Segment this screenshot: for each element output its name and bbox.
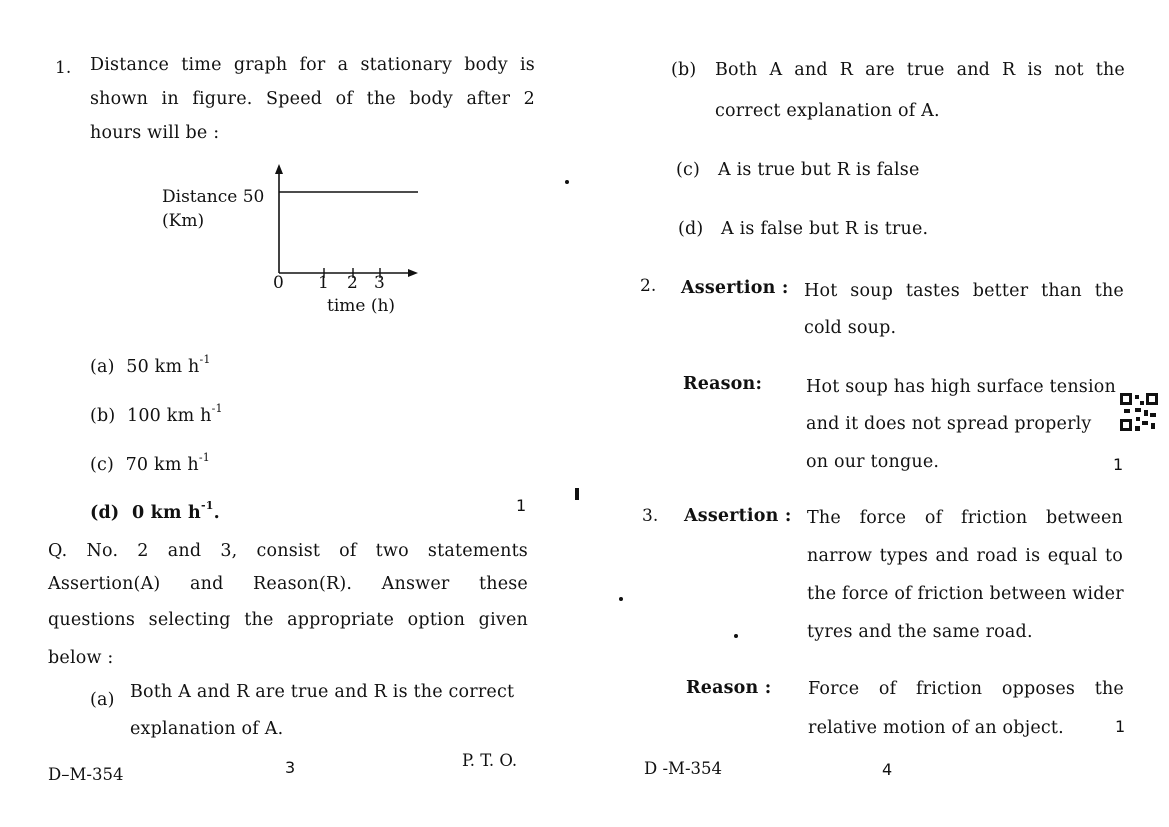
ar-option-b-label: (b): [671, 60, 697, 80]
question-1-line-2: shown in figure. Speed of the body after 2: [90, 89, 535, 109]
question-1-line-1: Distance time graph for a stationary body is: [90, 55, 535, 75]
q1-option-c: [90, 453, 210, 475]
qr-code-icon: [1120, 393, 1158, 431]
question-2-assertion-label: Assertion :: [681, 278, 789, 298]
question-3-reason-line-1: Force of friction opposes the: [808, 679, 1124, 699]
question-2-reason-line-1: Hot soup has high surface tension: [806, 377, 1116, 397]
exam-page-left: [0, 0, 584, 827]
option-label: (d): [90, 502, 120, 523]
option-value: 70 km h: [125, 454, 199, 475]
question-1-number: 1.: [55, 58, 72, 78]
scan-speck: [734, 634, 738, 638]
footer-code: D -M-354: [644, 759, 723, 778]
question-2-number: 2.: [640, 276, 657, 296]
exam-page-right: [584, 0, 1169, 827]
question-2-assertion-line-2: cold soup.: [804, 318, 897, 338]
question-3-number: 3.: [642, 506, 659, 526]
question-3-assertion-line-1: The force of friction between: [807, 508, 1123, 528]
ar-option-a-line-1: Both A and R are true and R is the correct: [130, 682, 515, 702]
q1-option-b: [90, 404, 223, 426]
ar-option-d-label: (d): [678, 219, 704, 239]
pto-label: P. T. O.: [462, 751, 518, 770]
option-label: (a): [90, 356, 115, 377]
scan-speck: [619, 597, 623, 601]
graph-axes: [260, 160, 430, 290]
q1-option-a: [90, 355, 211, 377]
q1-option-d: (d) 0 km $h^{-1}$.: [90, 499, 220, 523]
option-label: (b): [90, 405, 116, 426]
option-value: 100 km h: [127, 405, 212, 426]
question-3-assertion-line-3: the force of friction between wider: [807, 584, 1124, 604]
instruction-line-3: questions selecting the appropriate option given: [48, 610, 528, 630]
y-axis-label-unit: (Km): [162, 211, 205, 231]
question-2-reason-line-2: and it does not spread properly: [806, 414, 1092, 434]
question-2-reason-label: Reason:: [683, 374, 763, 394]
option-label: (c): [90, 454, 115, 475]
tick-label-2: 2: [347, 273, 358, 293]
question-3-reason-label: Reason :: [686, 678, 772, 698]
instruction-line-2: Assertion(A) and Reason(R). Answer these: [48, 574, 528, 594]
ar-option-b-line-2: correct explanation of A.: [715, 101, 940, 121]
y-axis-arrow: [275, 164, 283, 174]
question-3-marks: 1: [1115, 717, 1126, 736]
tick-label-3: 3: [374, 273, 385, 293]
option-value: 0 km h: [132, 502, 201, 523]
footer-code: D–M-354: [48, 765, 124, 784]
x-axis-label: time (h): [327, 296, 396, 316]
ar-option-d-text: A is false but R is true.: [721, 219, 929, 239]
option-exponent: -1: [211, 402, 223, 415]
option-value: 50 km h: [126, 356, 200, 377]
option-exponent: -1: [199, 353, 211, 366]
tick-label-1: 1: [318, 273, 329, 293]
scan-speck: [565, 180, 569, 184]
option-exponent: -1: [200, 499, 214, 512]
instruction-line-4: below :: [48, 648, 114, 668]
ar-option-c-text: A is true but R is false: [718, 160, 920, 180]
ar-option-c-label: (c): [676, 160, 701, 180]
ar-option-a-line-2: explanation of A.: [130, 719, 284, 739]
x-axis-arrow: [408, 269, 418, 277]
question-3-reason-line-2: relative motion of an object.: [808, 718, 1064, 738]
origin-label: 0: [273, 273, 284, 293]
question-2-assertion-line-1: Hot soup tastes better than the: [804, 281, 1124, 301]
question-1-line-3: hours will be :: [90, 123, 220, 143]
page-number: 4: [882, 760, 893, 779]
page-number: 3: [285, 758, 296, 777]
ar-option-a-label: (a): [90, 690, 115, 710]
scan-speck: [575, 488, 579, 500]
question-3-assertion-label: Assertion :: [684, 506, 792, 526]
option-exponent: -1: [198, 451, 210, 464]
question-3-assertion-line-2: narrow types and road is equal to: [807, 546, 1123, 566]
ar-option-b-line-1: Both A and R are true and R is not the: [715, 60, 1125, 80]
question-2-marks: 1: [1113, 455, 1124, 474]
question-3-assertion-line-4: tyres and the same road.: [807, 622, 1033, 642]
q1-marks: 1: [516, 496, 527, 515]
question-2-reason-line-3: on our tongue.: [806, 452, 940, 472]
y-axis-label-distance: Distance 50: [162, 187, 265, 207]
instruction-line-1: Q. No. 2 and 3, consist of two statements: [48, 541, 528, 561]
